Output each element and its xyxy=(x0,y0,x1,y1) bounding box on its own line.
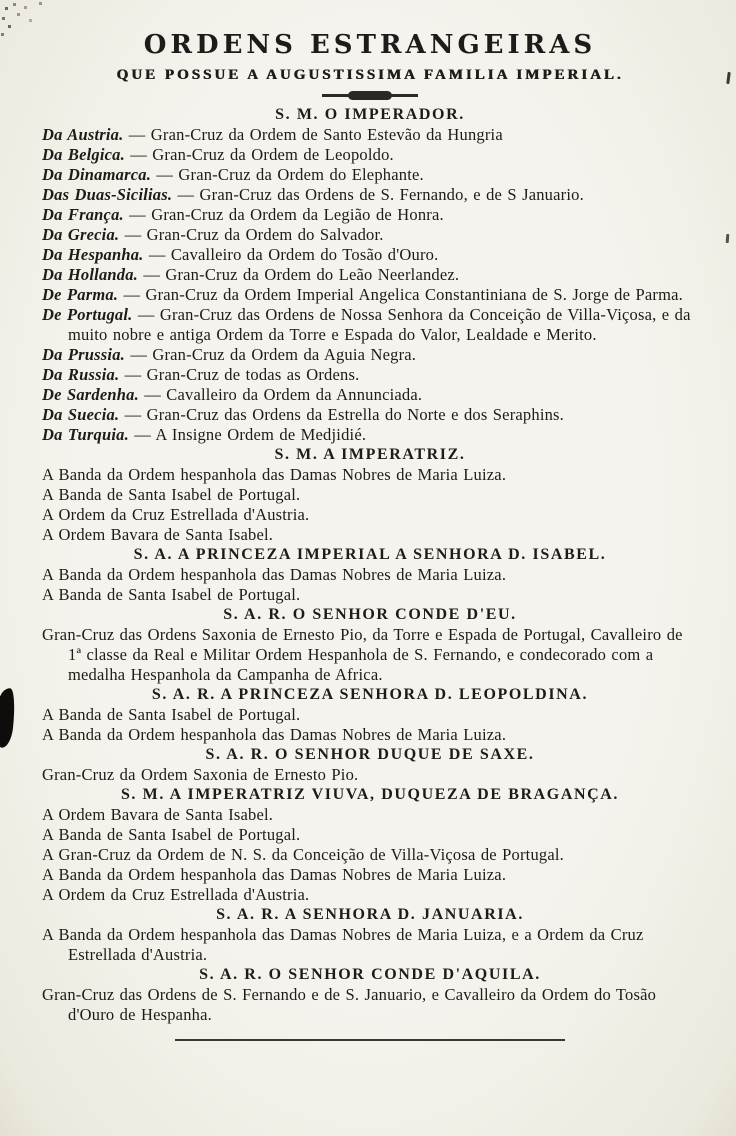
order-entry: A Banda de Santa Isabel de Portugal. xyxy=(42,585,301,604)
order-entry: Gran-Cruz das Ordens de S. Fernando e de S. Januario, e Cavalleiro da Ordem do Tosão d'Ouro de Hespanha. xyxy=(42,985,657,1024)
section-heading: S. M. A IMPERATRIZ. xyxy=(274,446,466,463)
order-entry: A Banda de Santa Isabel de Portugal. xyxy=(42,485,301,504)
country-lead: De Portugal. xyxy=(42,305,133,324)
section-heading: S. M. A IMPERATRIZ VIUVA, DUQUEZA DE BRAGANÇA. xyxy=(120,786,620,803)
entry-text: — Gran-Cruz da Ordem do Elephante. xyxy=(156,165,424,184)
order-section xyxy=(42,905,698,965)
order-section xyxy=(42,105,698,445)
entry-text: — Gran-Cruz das Ordens de Nossa Senhora da Conceição de Villa-Viçosa, e da muito nobre e antiga Ordem da Torre e Espada do Valor, Lealdade e Merito. xyxy=(68,305,691,344)
country-lead: Da Suecia. xyxy=(42,405,120,424)
order-entry xyxy=(42,365,698,385)
order-entry xyxy=(42,145,698,165)
country-lead: Da Hespanha. xyxy=(42,245,144,264)
entry-text: — Gran-Cruz da Ordem de Leopoldo. xyxy=(130,145,394,164)
section-heading: S. A. R. A PRINCEZA SENHORA D. LEOPOLDINA. xyxy=(151,686,589,703)
bottom-rule xyxy=(175,1039,565,1041)
section-heading: S. M. O IMPERADOR. xyxy=(275,106,465,123)
country-lead: Da França. xyxy=(42,205,124,224)
order-entry: A Banda da Ordem hespanhola das Damas Nobres de Maria Luiza, e a Ordem da Cruz Estrellada d'Austria. xyxy=(42,925,644,964)
entry-text: — Gran-Cruz de todas as Ordens. xyxy=(124,365,360,384)
order-entry xyxy=(42,125,698,145)
country-lead: Da Hollanda. xyxy=(42,265,138,284)
country-lead: Da Turquia. xyxy=(42,425,129,444)
order-entry xyxy=(42,305,698,345)
order-entry xyxy=(42,285,698,305)
order-entry xyxy=(42,345,698,365)
order-section xyxy=(42,785,698,905)
order-entry: A Banda da Ordem hespanhola das Damas Nobres de Maria Luiza. xyxy=(42,465,507,484)
country-lead: De Parma. xyxy=(42,285,119,304)
order-entry xyxy=(42,425,698,445)
order-entry: A Banda da Ordem hespanhola das Damas Nobres de Maria Luiza. xyxy=(42,725,507,744)
country-lead: Das Duas-Sicilias. xyxy=(42,185,173,204)
entry-text: — Gran-Cruz das Ordens de S. Fernando, e de S Januario. xyxy=(177,185,584,204)
country-lead: Da Belgica. xyxy=(42,145,125,164)
order-entry: Gran-Cruz da Ordem Saxonia de Ernesto Pio. xyxy=(42,765,359,784)
order-entry: A Banda da Ordem hespanhola das Damas Nobres de Maria Luiza. xyxy=(42,565,507,584)
country-lead: Da Russia. xyxy=(42,365,120,384)
order-entry xyxy=(42,205,698,225)
order-entry: A Ordem da Cruz Estrellada d'Austria. xyxy=(42,885,310,904)
order-entry: A Ordem da Cruz Estrellada d'Austria. xyxy=(42,505,310,524)
section-heading: S. A. R. O SENHOR DUQUE DE SAXE. xyxy=(205,746,535,763)
order-section xyxy=(42,545,698,605)
country-lead: Da Grecia. xyxy=(42,225,120,244)
entry-text: — A Insigne Ordem de Medjidié. xyxy=(134,425,367,444)
order-entry xyxy=(42,405,698,425)
section-heading: S. A. A PRINCEZA IMPERIAL A SENHORA D. ISABEL. xyxy=(133,546,607,563)
entry-text: — Gran-Cruz das Ordens da Estrella do Norte e dos Seraphins. xyxy=(124,405,565,424)
order-section xyxy=(42,445,698,545)
order-entry xyxy=(42,245,698,265)
order-entry: A Banda da Ordem hespanhola das Damas Nobres de Maria Luiza. xyxy=(42,865,507,884)
entry-text: — Gran-Cruz da Ordem da Legião de Honra. xyxy=(129,205,444,224)
entry-text: — Gran-Cruz da Ordem do Leão Neerlandez. xyxy=(143,265,460,284)
sections xyxy=(42,105,698,1025)
order-section xyxy=(42,685,698,745)
order-entry: A Banda de Santa Isabel de Portugal. xyxy=(42,825,301,844)
order-section xyxy=(42,605,698,685)
order-entry xyxy=(42,385,698,405)
order-section xyxy=(42,965,698,1025)
entry-text: — Gran-Cruz da Ordem do Salvador. xyxy=(124,225,384,244)
section-heading: S. A. R. O SENHOR CONDE D'AQUILA. xyxy=(199,966,541,983)
order-entry: A Banda de Santa Isabel de Portugal. xyxy=(42,705,301,724)
divider-ornament xyxy=(322,91,418,101)
order-entry: A Ordem Bavara de Santa Isabel. xyxy=(42,525,274,544)
order-entry xyxy=(42,225,698,245)
entry-text: — Gran-Cruz da Ordem Imperial Angelica Constantiniana de S. Jorge de Parma. xyxy=(123,285,683,304)
entry-text: — Cavalleiro da Ordem da Annunciada. xyxy=(144,385,423,404)
entry-text: — Gran-Cruz da Ordem da Aguia Negra. xyxy=(130,345,417,364)
entry-text: — Gran-Cruz da Ordem de Santo Estevão da Hungria xyxy=(128,125,503,144)
order-section xyxy=(42,745,698,785)
entry-text: — Cavalleiro da Ordem do Tosão d'Ouro. xyxy=(148,245,439,264)
page-title: ORDENS ESTRANGEIRAS xyxy=(143,30,597,60)
section-heading: S. A. R. O SENHOR CONDE D'EU. xyxy=(223,606,517,623)
order-entry xyxy=(42,165,698,185)
country-lead: Da Dinamarca. xyxy=(42,165,152,184)
country-lead: Da Prussia. xyxy=(42,345,125,364)
country-lead: Da Austria. xyxy=(42,125,124,144)
ornament-knot xyxy=(348,91,392,100)
page-subtitle: QUE POSSUE A AUGUSTISSIMA FAMILIA IMPERIAL. xyxy=(116,67,624,83)
order-entry: A Gran-Cruz da Ordem de N. S. da Conceição de Villa-Viçosa de Portugal. xyxy=(42,845,564,864)
section-heading: S. A. R. A SENHORA D. JANUARIA. xyxy=(216,906,524,923)
order-entry xyxy=(42,185,698,205)
country-lead: De Sardenha. xyxy=(42,385,139,404)
order-entry: Gran-Cruz das Ordens Saxonia de Ernesto Pio, da Torre e Espada de Portugal, Cavalleiro de 1ª classe da Real e Militar Ordem Hespanhola de S. Fernando, e condecorado com a medalha Hespanhola da Campanha de Africa. xyxy=(42,625,683,684)
order-entry: A Ordem Bavara de Santa Isabel. xyxy=(42,805,274,824)
order-entry xyxy=(42,265,698,285)
